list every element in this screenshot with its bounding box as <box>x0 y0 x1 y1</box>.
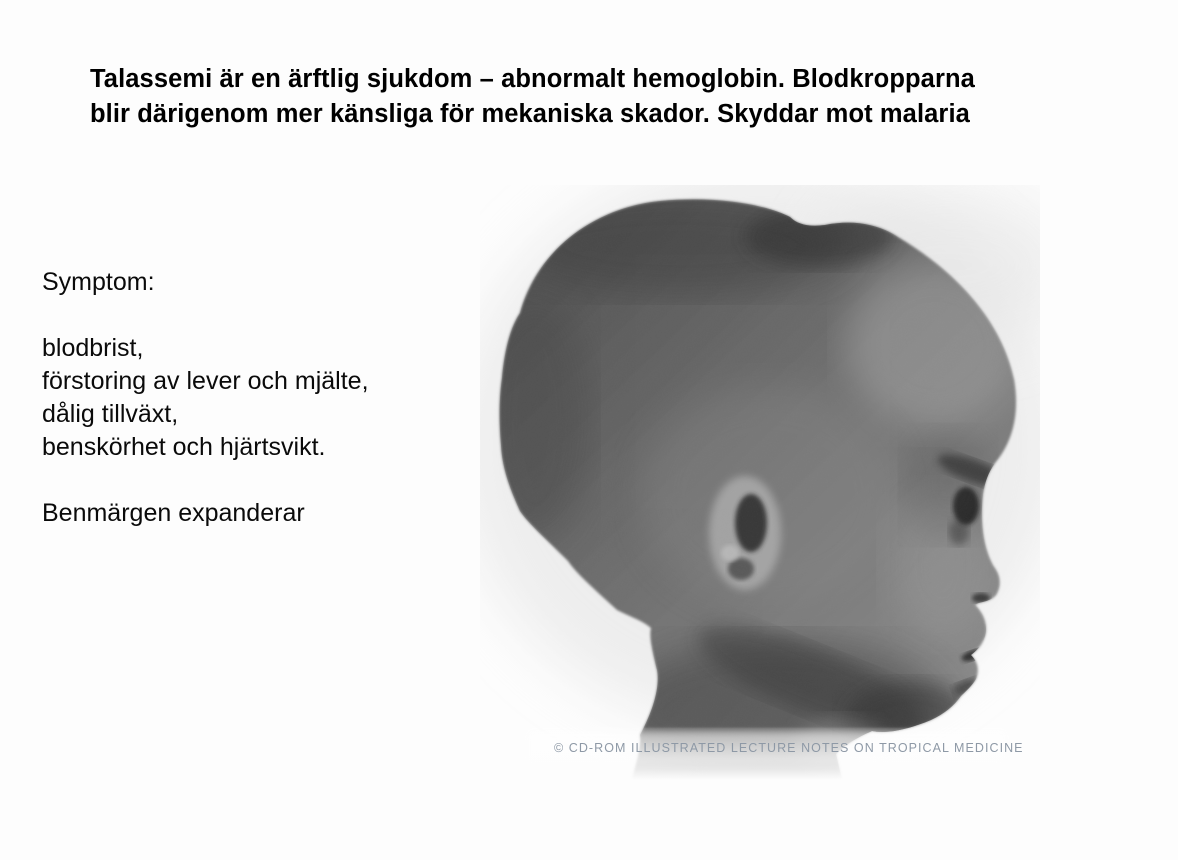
symptom-line: benskörhet och hjärtsvikt. <box>42 433 326 461</box>
title-line-2: blir därigenom mer känsliga för mekaniska skador. Skyddar mot malaria <box>90 100 970 128</box>
symptom-line: blodbrist, <box>42 334 144 362</box>
patient-photo <box>480 185 1040 780</box>
spacer <box>42 464 462 497</box>
title-line-1: Talassemi är en ärftlig sjukdom – abnormalt hemoglobin. Blodkropparna <box>90 65 975 93</box>
spacer <box>42 299 462 332</box>
patient-photo-illustration <box>480 185 1040 780</box>
symptom-line: förstoring av lever och mjälte, <box>42 367 369 395</box>
symptom-heading: Symptom: <box>42 268 155 296</box>
photo-caption: © CD-ROM ILLUSTRATED LECTURE NOTES ON TROPICAL MEDICINE <box>554 741 1024 755</box>
symptom-note: Benmärgen expanderar <box>42 499 305 527</box>
symptom-line: dålig tillväxt, <box>42 400 179 428</box>
symptom-list <box>42 266 462 530</box>
page-title <box>90 62 1080 132</box>
